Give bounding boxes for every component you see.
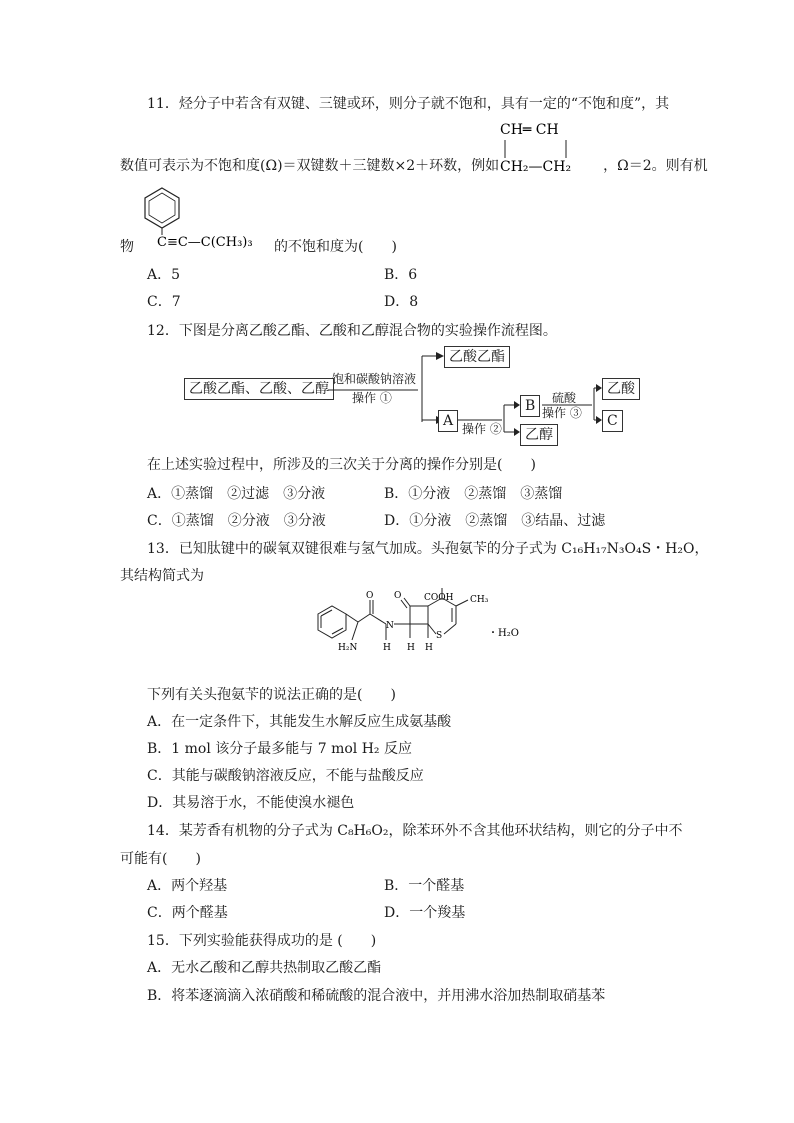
struct-s: S (436, 631, 443, 641)
q12-option-a: A．①蒸馏 ②过滤 ③分液 (147, 486, 326, 502)
q13-stem-line2: 其结构简式为 (120, 568, 204, 584)
q13-option-d: D．其易溶于水，不能使溴水褪色 (147, 795, 355, 811)
q13-stem-line1: 13．已知肽键中的碳氧双键很难与氢气加成。头孢氨苄的分子式为 C₁₆H₁₇N₃O₄S・H₂O， (147, 541, 709, 557)
q11-option-c: C．7 (147, 294, 181, 310)
q12-option-c: C．①蒸馏 ②分液 ③分液 (147, 513, 326, 529)
flow-b-box: B (520, 395, 540, 417)
q15-stem-line1: 15．下列实验能获得成功的是 ( ) (147, 933, 377, 949)
struct-h2o: ・H₂O (488, 628, 519, 639)
struct-cooh: COOH (424, 593, 454, 603)
struct-h2: H (407, 643, 415, 653)
q12-stem-line1: 12．下图是分离乙酸乙酯、乙酸和乙醇混合物的实验操作流程图。 (147, 323, 557, 339)
q13-option-b: B．1 mol 该分子最多能与 7 mol H₂ 反应 (147, 741, 412, 757)
q14-option-c: C．两个醛基 (147, 905, 228, 921)
q14-stem-line1: 14．某芳香有机物的分子式为 C₈H₆O₂，除苯环外不含其他环状结构，则它的分子中不 (147, 823, 683, 839)
q11-option-a: A．5 (147, 267, 181, 283)
q13-option-c: C．其能与碳酸钠溶液反应，不能与盐酸反应 (147, 768, 424, 784)
struct-h3: H (425, 643, 433, 653)
struct-o1: O (366, 591, 374, 601)
q14-stem-line2: 可能有( ) (120, 851, 201, 867)
flow-op1: 操作 ① (352, 391, 392, 405)
struct-n: N (386, 621, 394, 631)
struct-ch3: CH₃ (470, 595, 489, 605)
q11-stem-line1: 11．烃分子中若含有双键、三键或环，则分子就不饱和，具有一定的“不饱和度”，其 (147, 96, 670, 112)
flow-reagent2: 硫酸 (552, 391, 577, 405)
q11-stem-line3: 物 的不饱和度为( ) (120, 239, 397, 255)
example-bottom: CH₂—CH₂ (500, 159, 572, 175)
struct-o2: O (394, 591, 402, 601)
q12-option-d: D．①分液 ②蒸馏 ③结晶、过滤 (384, 513, 606, 529)
flow-reagent1: 饱和碳酸钠溶液 (332, 372, 417, 386)
q14-option-d: D．一个羧基 (384, 905, 466, 921)
q13-stem-line3: 下列有关头孢氨苄的说法正确的是( ) (147, 687, 396, 703)
q12-stem-line2: 在上述实验过程中，所涉及的三次关于分离的操作分别是( ) (147, 457, 536, 473)
flow-acid-box: 乙酸 (602, 378, 640, 400)
flow-a-box: A (438, 410, 458, 432)
q11-option-b: B．6 (384, 267, 418, 283)
q13-structure (296, 588, 528, 680)
q14-option-b: B．一个醛基 (384, 878, 465, 894)
q15-option-a: A．无水乙酸和乙醇共热制取乙酸乙酯 (147, 960, 382, 976)
q15-option-b: B．将苯逐滴滴入浓硝酸和稀硫酸的混合液中，并用沸水浴加热制取硝基苯 (147, 988, 606, 1004)
q11-option-d: D．8 (384, 294, 419, 310)
q13-option-a: A．在一定条件下，其能发生水解反应生成氨基酸 (147, 714, 452, 730)
struct-h1: H (383, 643, 391, 653)
q14-option-a: A．两个羟基 (147, 878, 228, 894)
example-top: CH═ CH (500, 122, 559, 138)
flow-ester-box: 乙酸乙酯 (444, 346, 510, 368)
q11-stem-line2: 数值可表示为不饱和度(Ω)＝双键数＋三键数×2＋环数，例如 ，Ω＝2。则有机 (120, 158, 708, 174)
flow-alcohol-box: 乙醇 (520, 424, 558, 446)
struct-h2n: H₂N (338, 643, 358, 653)
flow-op3: 操作 ③ (542, 406, 582, 420)
q12-flowchart (180, 344, 640, 446)
flow-start-box: 乙酸乙酯、乙酸、乙醇 (184, 378, 334, 400)
q12-option-b: B．①分液 ②蒸馏 ③蒸馏 (384, 486, 563, 502)
flow-op2: 操作 ② (462, 422, 502, 436)
molecule-chain: C≡C—C(CH₃)₃ (157, 235, 253, 250)
flow-c-box: C (602, 410, 623, 432)
